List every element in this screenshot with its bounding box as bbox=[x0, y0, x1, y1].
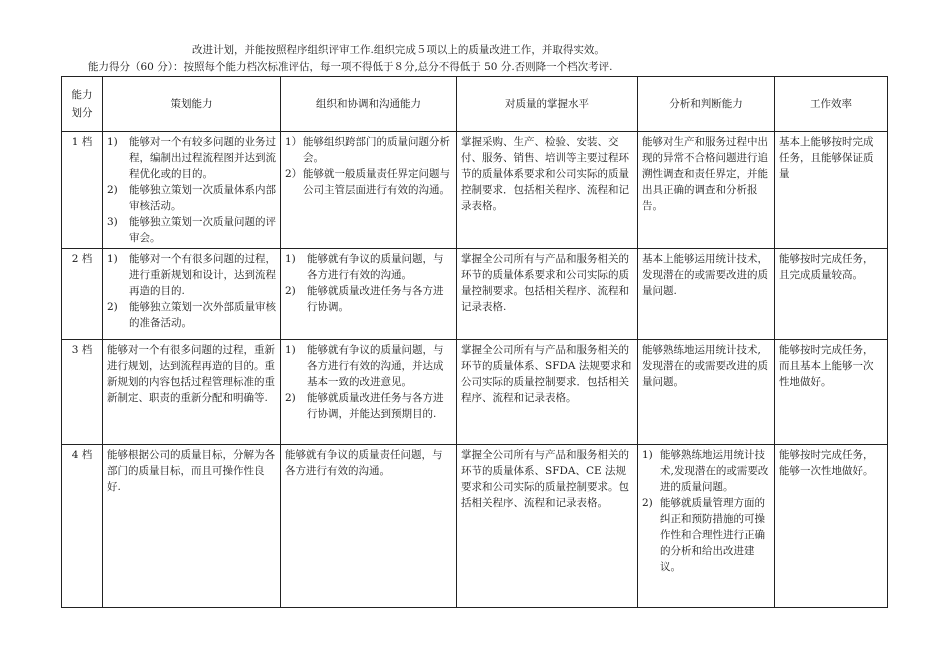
table-row bbox=[62, 340, 888, 445]
list-item: 2) 能够就质量改进任务与各方进行协调。 bbox=[285, 285, 444, 313]
header-analysis: 分析和判断能力 bbox=[638, 77, 775, 132]
level-cell: 4 档 bbox=[62, 445, 103, 608]
planning-cell bbox=[103, 132, 281, 249]
analysis-cell: 基本上能够运用统计技术，发现潜在的或需要改进的质量问题. bbox=[638, 249, 775, 340]
table-header-row bbox=[62, 77, 888, 132]
planning-cell: 能够根据公司的质量目标，分解为各部门的质量目标，而且可操作性良好. bbox=[103, 445, 281, 608]
level-cell: 1 档 bbox=[62, 132, 103, 249]
quality-cell: 掌握采购、生产、检验、安装、交付、服务、销售、培训等主要过程环节的质量体系要求和公司实际的质量控制要求．包括相关程序、流程和记录表格。 bbox=[457, 132, 638, 249]
list-item: 1) 能够就有争议的质量问题，与各方进行有效的沟通，并达成基本一致的改进意见。 bbox=[285, 344, 444, 388]
intro-line-1: 改进计划，并能按照程序组织评审工作.组织完成５项以上的质量改进工作，并取得实效。 bbox=[192, 44, 605, 56]
table-row bbox=[62, 132, 888, 249]
header-efficiency: 工作效率 bbox=[775, 77, 888, 132]
list-item: 1) 能够对一个有很多问题的过程，进行重新规划和设计，达到流程再造的目的. bbox=[107, 253, 276, 297]
list-item: 1) 能够熟练地运用统计技术,发现潜在的或需要改进的质量问题。 bbox=[642, 449, 769, 493]
list-item: 2) 能够独立策划一次质量体系内部审核活动。 bbox=[107, 184, 276, 212]
level-cell: 2 档 bbox=[62, 249, 103, 340]
header-level bbox=[62, 77, 103, 132]
list-item: 1） 能够组织跨部门的质量问题分析会。 bbox=[285, 136, 450, 164]
efficiency-cell: 能够按时完成任务，且完成质量较高。 bbox=[775, 249, 888, 340]
quality-cell: 掌握全公司所有与产品和服务相关的环节的质量体系、SFDA 法规要求和公司实际的质量控制要求．包括相关程序、流程和记录表格。 bbox=[457, 340, 638, 445]
organizing-cell: 能够就有争议的质量责任问题，与各方进行有效的沟通。 bbox=[281, 445, 457, 608]
quality-cell: 掌握全公司所有与产品和服务相关的环节的质量体系、SFDA、CE 法规要求和公司实际的质量控制要求。包括相关程序、流程和记录表格。 bbox=[457, 445, 638, 608]
list-item: 2) 能够就质量改进任务与各方进行协调，并能达到预期目的. bbox=[285, 392, 444, 420]
list-item: 1) 能够对一个有较多问题的业务过程，编制出过程流程图并达到流程优化或的目的。 bbox=[107, 136, 276, 180]
list-item: 2) 能够独立策划一次外部质量审核的准备活动。 bbox=[107, 301, 276, 329]
quality-cell: 掌握全公司所有与产品和服务相关的环节的质量体系要求和公司实际的质量控制要求。包括相关程序、流程和记录表格. bbox=[457, 249, 638, 340]
analysis-cell: 能够对生产和服务过程中出现的异常不合格问题进行追溯性调查和责任界定，并能出具正确的调查和分析报告。 bbox=[638, 132, 775, 249]
header-quality: 对质量的掌握水平 bbox=[457, 77, 638, 132]
list-item: 1) 能够就有争议的质量问题，与各方进行有效的沟通。 bbox=[285, 253, 444, 281]
organizing-cell bbox=[281, 249, 457, 340]
list-item: 2） 能够就一般质量责任界定问题与公司主管层面进行有效的沟通。 bbox=[285, 168, 450, 196]
table-row bbox=[62, 249, 888, 340]
analysis-cell bbox=[638, 445, 775, 608]
header-organizing: 组织和协调和沟通能力 bbox=[281, 77, 457, 132]
efficiency-cell: 基本上能够按时完成任务，且能够保证质量 bbox=[775, 132, 888, 249]
header-level-line-2: 划分 bbox=[71, 107, 93, 119]
intro-line-2: 能力得分（60 分）：按照每个能力档次标准评估，每一项不得低于８分,总分不得低于 50 分.否则降一个档次考评. bbox=[88, 61, 613, 73]
analysis-cell: 能够熟练地运用统计技术,发现潜在的或需要改进的质量问题。 bbox=[638, 340, 775, 445]
efficiency-cell: 能够按时完成任务，而且基本上能够一次性地做好。 bbox=[775, 340, 888, 445]
list-item: 3) 能够独立策划一次质量问题的评审会。 bbox=[107, 216, 276, 244]
header-level-line-1: 能力 bbox=[71, 89, 93, 101]
planning-cell: 能够对一个有很多问题的过程，重新进行规划，达到流程再造的目的。重新规划的内容包括过程管理标准的重新制定、职责的重新分配和明确等. bbox=[103, 340, 281, 445]
efficiency-cell: 能够按时完成任务，能够一次性地做好。 bbox=[775, 445, 888, 608]
organizing-cell bbox=[281, 340, 457, 445]
level-cell: 3 档 bbox=[62, 340, 103, 445]
planning-cell bbox=[103, 249, 281, 340]
list-item: 2) 能够就质量管理方面的纠正和预防措施的可操作性和合理性进行正确的分析和给出改进建议。 bbox=[642, 497, 765, 573]
header-planning: 策划能力 bbox=[103, 77, 281, 132]
ability-grading-table bbox=[61, 76, 888, 608]
organizing-cell bbox=[281, 132, 457, 249]
table-row bbox=[62, 445, 888, 608]
